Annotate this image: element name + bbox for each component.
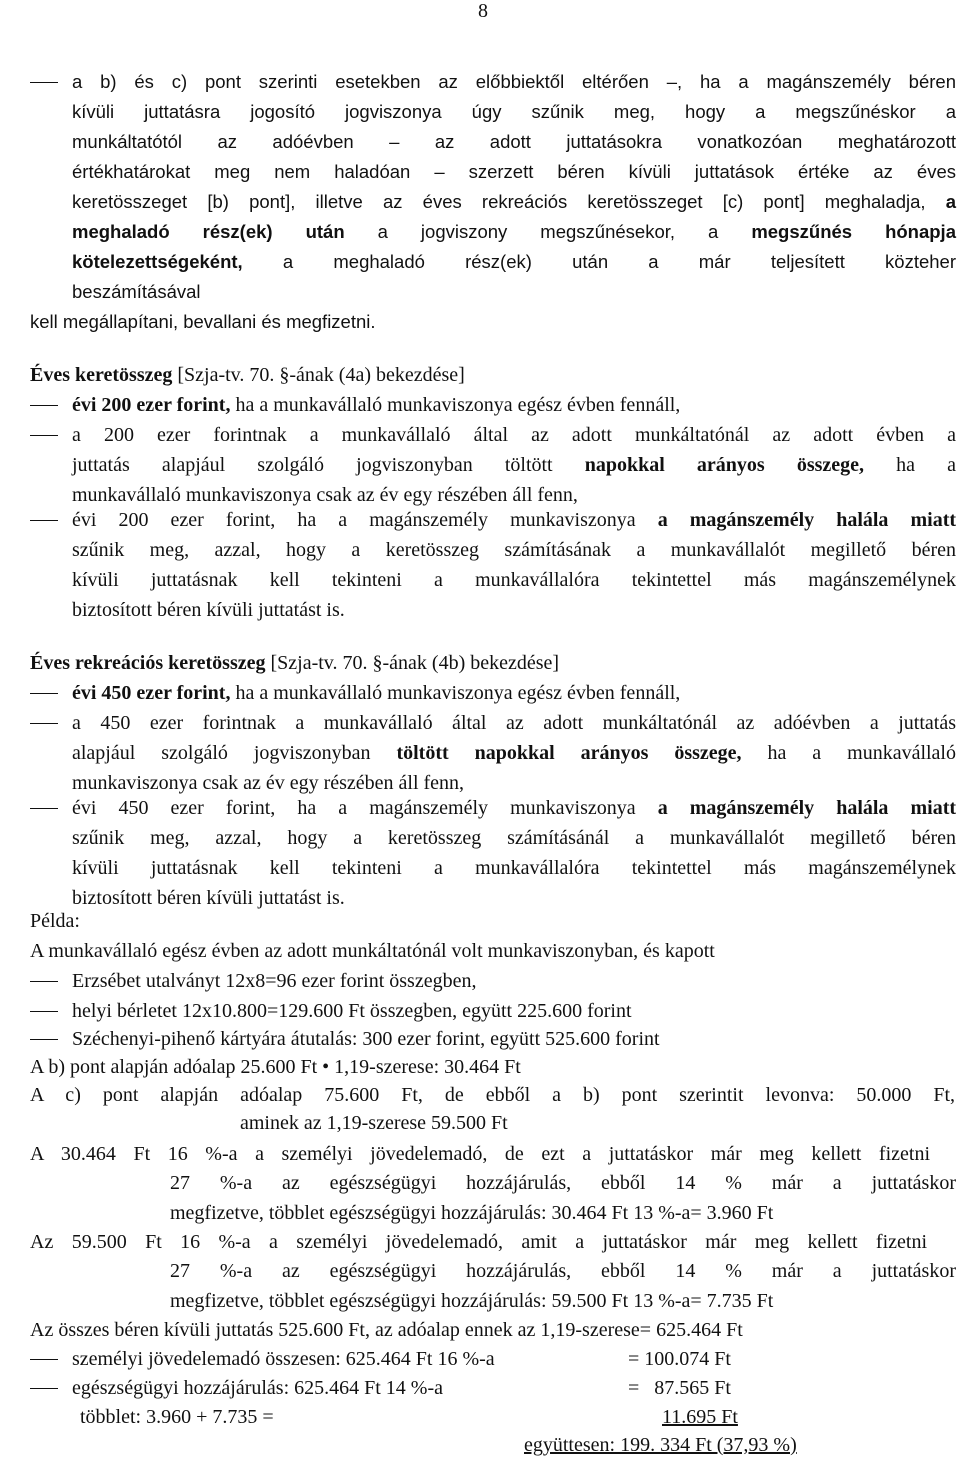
text-line: szűnik meg, azzal, hogy a keretösszeg számításánál a munkavállalót megillető béren <box>72 827 956 849</box>
list-item: Erzsébet utalványt 12x8=96 ezer forint összegben, <box>72 970 477 992</box>
text-line: A b) pont alapján adóalap 25.600 Ft • 1,19-szerese: 30.464 Ft <box>30 1056 521 1078</box>
sum-label: egészségügyi hozzájárulás: 625.464 Ft 14 %-a <box>72 1377 444 1399</box>
list-item <box>72 708 956 798</box>
text-line <box>72 450 956 480</box>
bold-text: évi 200 ezer forint, <box>72 394 231 416</box>
text-line <box>72 247 956 277</box>
text-line: biztosított béren kívüli juttatást is. <box>72 887 345 909</box>
list-item <box>72 793 956 913</box>
text-line: Az 59.500 Ft 16 %-a a személyi jövedelemadó, amit a juttatáskor már meg kellett fizetni <box>30 1231 927 1253</box>
section1-paragraph <box>72 67 956 307</box>
section-heading <box>30 648 955 678</box>
text-line <box>72 738 956 768</box>
text-line: biztosított béren kívüli juttatást is. <box>72 599 345 621</box>
sum-label: többlet: 3.960 + 7.735 = <box>80 1406 274 1428</box>
bold-text: meghaladó rész(ek) után <box>72 221 345 242</box>
text-span: [Szja-tv. 70. §-ának (4a) bekezdése] <box>177 364 465 386</box>
text-span: évi 450 ezer forint, ha a magánszemély munkaviszonya <box>72 797 636 819</box>
text-line: a 450 ezer forintnak a munkavállaló által az adott munkáltatónál az adóévben a juttatás <box>72 712 956 734</box>
text-span: ha a munkavállaló <box>767 742 956 764</box>
text-span: évi 200 ezer forint, ha a magánszemély munkaviszonya <box>72 509 636 531</box>
text-line: megfizetve, többlet egészségügyi hozzájárulás: 59.500 Ft 13 %-a= 7.735 Ft <box>170 1290 774 1312</box>
text-span: keretösszeget [b) pont], illetve az éves rekreációs keretösszeget [c) pont] meghaladja, <box>72 191 926 212</box>
sum-label: személyi jövedelemadó összesen: 625.464 Ft 16 %-a <box>72 1348 495 1370</box>
text-line: 27 %-a az egészségügyi hozzájárulás, ebből 14 % már a juttatáskor <box>170 1260 956 1282</box>
text-line: kell megállapítani, bevallani és megfizetni. <box>30 311 376 332</box>
text-span: ha a <box>896 454 957 476</box>
bold-text: megszűnés hónapja <box>751 221 956 242</box>
bold-text: a <box>945 191 957 212</box>
bold-text: a magánszemély halála miatt <box>657 509 957 531</box>
text-line: munkaviszonya csak az év egy részében áll fenn, <box>72 772 465 794</box>
text-span: ha a munkavállaló munkaviszonya egész évben fennáll, <box>235 394 681 416</box>
text-line: A c) pont alapján adóalap 75.600 Ft, de ebből a b) pont szerintit levonva: 50.000 Ft, <box>30 1084 955 1106</box>
bold-text: kötelezettségeként, <box>72 251 243 272</box>
text-line: beszámításával <box>72 281 201 302</box>
text-line: kívüli juttatásnak kell tekinteni a munkavállalóra tekintettel más magánszemélynek <box>72 857 956 879</box>
text-line: megfizetve, többlet egészségügyi hozzájárulás: 30.464 Ft 13 %-a= 3.960 Ft <box>170 1202 774 1224</box>
example-intro: A munkavállaló egész évben az adott munkáltatónál volt munkaviszonyban, és kapott <box>30 940 715 962</box>
text-line: kívüli juttatásra jogosító jogviszonya úgy szűnik meg, hogy a megszűnéskor a <box>72 101 956 122</box>
text-line <box>72 793 956 823</box>
list-item <box>72 678 956 708</box>
text-line: a b) és c) pont szerinti esetekben az előbbiektől eltérően –, ha a magánszemély béren <box>72 71 956 92</box>
text-line: aminek az 1,19-szerese 59.500 Ft <box>240 1112 508 1134</box>
bold-text: Éves rekreációs keretösszeg <box>30 652 266 674</box>
list-item <box>72 420 956 510</box>
grand-total: együttesen: 199. 334 Ft (37,93 %) <box>524 1434 797 1456</box>
sum-value: = 100.074 Ft <box>628 1348 731 1370</box>
text-line: Az összes béren kívüli juttatás 525.600 Ft, az adóalap ennek az 1,19-szerese= 625.464 Ft <box>30 1319 743 1341</box>
bold-text: a magánszemély halála miatt <box>657 797 957 819</box>
text-line: 27 %-a az egészségügyi hozzájárulás, ebből 14 % már a juttatáskor <box>170 1172 956 1194</box>
list-item <box>72 390 956 420</box>
text-line <box>72 187 956 217</box>
text-line: szűnik meg, azzal, hogy a keretösszeg számításának a munkavállalót megillető béren <box>72 539 956 561</box>
sum-value: = 87.565 Ft <box>628 1377 731 1399</box>
text-line: értékhatárokat meg nem haladóan – szerzett béren kívüli juttatások értéke az éves <box>72 161 956 182</box>
text-span: ha a munkavállaló munkaviszonya egész évben fennáll, <box>235 682 681 704</box>
bold-text: évi 450 ezer forint, <box>72 682 231 704</box>
text-span: [Szja-tv. 70. §-ának (4b) bekezdése] <box>270 652 560 674</box>
text-line <box>72 217 956 247</box>
list-item: Széchenyi-pihenő kártyára átutalás: 300 ezer forint, együtt 525.600 forint <box>72 1028 660 1050</box>
text-line: munkáltatótól az adóévben – az adott juttatásokra vonatkozóan meghatározott <box>72 131 956 152</box>
text-line: munkavállaló munkaviszonya csak az év egy részében áll fenn, <box>72 484 578 506</box>
section-heading <box>30 360 955 390</box>
text-span: a meghaladó rész(ek) után a már teljesített közteher <box>282 251 956 272</box>
list-item <box>72 505 956 625</box>
bold-text: Éves keretösszeg <box>30 364 173 386</box>
bold-text: napokkal arányos összege, <box>584 454 865 476</box>
page-number: 8 <box>478 0 488 22</box>
text-span: a jogviszony megszűnésekor, a <box>377 221 719 242</box>
sum-value: 11.695 Ft <box>662 1406 738 1428</box>
text-line: a 200 ezer forintnak a munkavállaló által az adott munkáltatónál az adott évben a <box>72 424 956 446</box>
text-span: juttatás alapjául szolgáló jogviszonyban töltött <box>72 454 553 476</box>
example-label: Példa: <box>30 910 80 932</box>
text-line <box>72 505 956 535</box>
bold-text: töltött napokkal arányos összege, <box>396 742 742 764</box>
list-item: helyi bérletet 12x10.800=129.600 Ft összegben, együtt 225.600 forint <box>72 1000 632 1022</box>
text-line: A 30.464 Ft 16 %-a a személyi jövedelemadó, de ezt a juttatáskor már meg kellett fizetni <box>30 1143 930 1165</box>
text-span: alapjául szolgáló jogviszonyban <box>72 742 371 764</box>
text-line: kívüli juttatásnak kell tekinteni a munkavállalóra tekintettel más magánszemélynek <box>72 569 956 591</box>
